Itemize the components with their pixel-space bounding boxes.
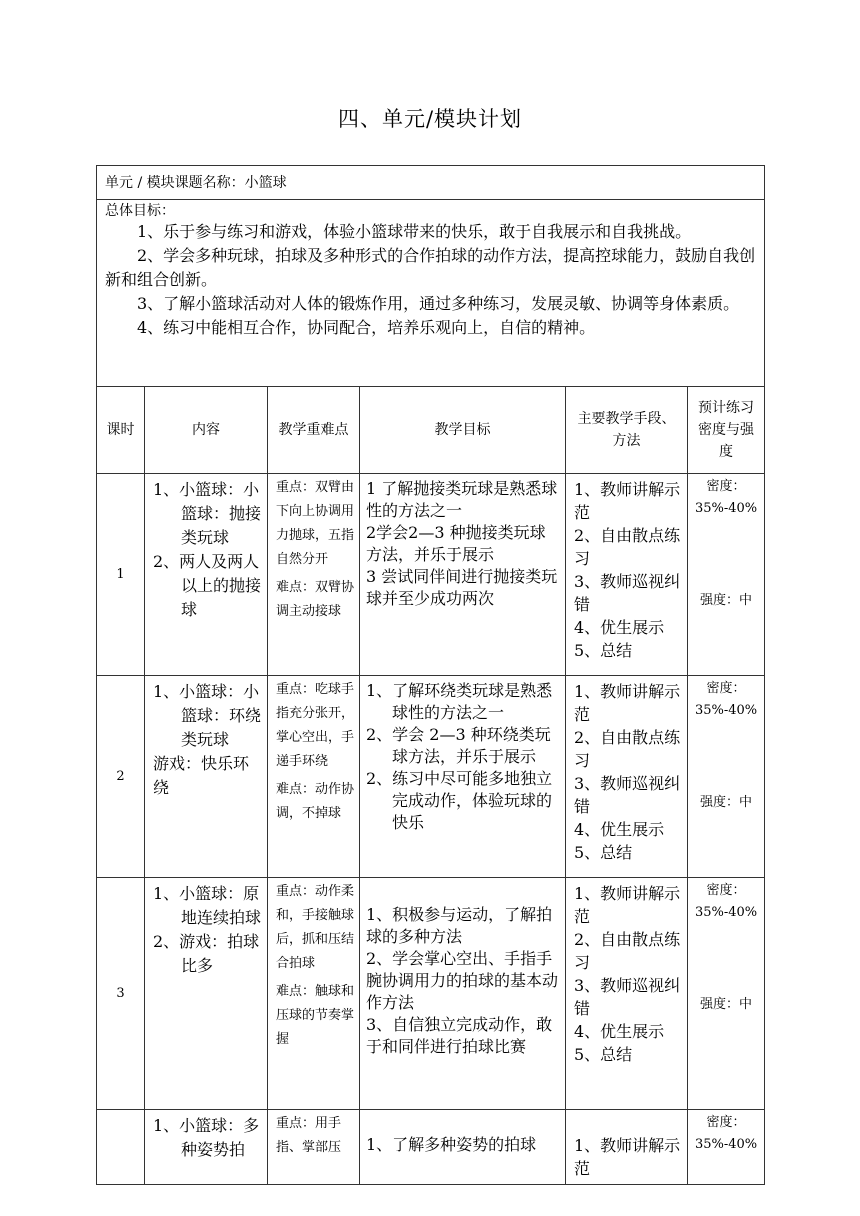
lesson-objectives (360, 676, 566, 878)
table-row (97, 878, 765, 1110)
table-row (97, 1110, 765, 1185)
objective-line: 1、了解环绕类玩球是熟悉球性的方法之一 (366, 681, 553, 722)
header-density: 预计练习密度与强度 (688, 387, 765, 474)
content-line: 1、小篮球：小篮球：抛接类玩球 (153, 480, 262, 547)
density-intensity (688, 474, 765, 676)
method-line: 3、教师巡视纠错 (574, 774, 681, 816)
lesson-objectives (360, 878, 566, 1110)
lesson-number (97, 1110, 145, 1185)
page-title: 四、单元/模块计划 (337, 107, 523, 131)
content-line: 2、游戏：拍球比多 (153, 932, 260, 975)
key-point: 重点：用手指、掌部压 (276, 1116, 342, 1155)
density-value: 密度：35%-40% (694, 681, 758, 718)
key-point: 重点：吃球手指充分张开，掌心空出，手递手环绕 (276, 682, 355, 769)
difficult-point: 难点：动作协调，不掉球 (276, 782, 355, 821)
header-key-points: 教学重难点 (268, 387, 360, 474)
key-point: 重点：双臂由下向上协调用力抛球，五指自然分开 (276, 480, 355, 567)
header-content: 内容 (145, 387, 268, 474)
teaching-methods (566, 1110, 688, 1185)
method-line: 4、优生展示 (574, 820, 665, 839)
teaching-methods (566, 474, 688, 676)
method-line: 3、教师巡视纠错 (574, 976, 681, 1018)
lesson-number: 3 (97, 878, 145, 1110)
density-intensity (688, 1110, 765, 1185)
header-objectives: 教学目标 (360, 387, 566, 474)
method-line: 1、教师讲解示范 (574, 682, 681, 724)
objective-line: 2学会2—3 种抛接类玩球方法，并乐于展示 (366, 523, 546, 564)
density-intensity (688, 676, 765, 878)
content-line: 1、小篮球：小篮球：环绕类玩球 (153, 682, 262, 749)
method-line: 5、总结 (574, 641, 633, 660)
method-line: 5、总结 (574, 1045, 633, 1064)
unit-plan-table (96, 165, 765, 1185)
content-line: 2、两人及两人以上的抛接球 (153, 552, 262, 619)
density-intensity (688, 878, 765, 1110)
goal-item: 2、学会多种玩球，拍球及多种形式的合作拍球的动作方法，提高控球能力，鼓励自我创新和组合创新。 (105, 246, 756, 289)
method-line: 1、教师讲解示范 (574, 1136, 681, 1178)
method-line: 2、自由散点练习 (574, 930, 681, 972)
key-difficult-points (268, 1110, 360, 1185)
density-value: 密度：35%-40% (694, 1115, 758, 1152)
table-row (97, 676, 765, 878)
lesson-content (145, 878, 268, 1110)
objective-line: 2、学会掌心空出、手指手腕协调用力的拍球的基本动作方法 (366, 949, 559, 1012)
objective-line: 1、积极参与运动，了解拍球的多种方法 (366, 905, 553, 946)
content-line: 1、小篮球：原地连续拍球 (153, 884, 262, 927)
content-line: 1、小篮球：多种姿势拍 (153, 1116, 260, 1159)
teaching-methods (566, 878, 688, 1110)
intensity-value: 强度：中 (700, 997, 753, 1012)
density-value: 密度：35%-40% (694, 479, 758, 516)
key-difficult-points (268, 474, 360, 676)
goal-item: 3、了解小篮球活动对人体的锻炼作用，通过多种练习，发展灵敏、协调等身体素质。 (137, 294, 740, 313)
method-line: 2、自由散点练习 (574, 526, 681, 568)
objective-line: 2、学会 2—3 种环绕类玩球方法，并乐于展示 (366, 725, 551, 766)
method-line: 4、优生展示 (574, 618, 665, 637)
table-row (97, 474, 765, 676)
objective-line: 2、练习中尽可能多地独立完成动作，体验玩球的快乐 (366, 769, 553, 832)
objective-line: 1 了解抛接类玩球是熟悉球性的方法之一 (366, 479, 558, 520)
intensity-value: 强度：中 (700, 593, 753, 608)
lesson-content (145, 1110, 268, 1185)
lesson-number: 1 (97, 474, 145, 676)
density-value: 密度：35%-40% (694, 883, 758, 920)
key-difficult-points (268, 676, 360, 878)
table-header-row (97, 387, 765, 474)
key-difficult-points (268, 878, 360, 1110)
method-line: 1、教师讲解示范 (574, 884, 681, 926)
header-methods: 主要教学手段、方法 (566, 387, 688, 474)
lesson-content (145, 676, 268, 878)
header-lesson: 课时 (97, 387, 145, 474)
lesson-content (145, 474, 268, 676)
method-line: 1、教师讲解示范 (574, 480, 681, 522)
unit-name: 单元 / 模块课题名称：小篮球 (97, 166, 765, 200)
difficult-point: 难点：双臂协调主动接球 (276, 580, 355, 619)
content-line: 游戏：快乐环绕 (153, 754, 250, 797)
goals-label: 总体目标： (105, 203, 175, 219)
objective-line: 1、了解多种姿势的拍球 (366, 1135, 537, 1154)
objective-line: 3、自信独立完成动作，敢于和同伴进行拍球比赛 (366, 1015, 553, 1056)
objective-line: 3 尝试同伴间进行抛接类玩球并至少成功两次 (366, 567, 558, 608)
method-line: 4、优生展示 (574, 1022, 665, 1041)
intensity-value: 强度：中 (700, 795, 753, 810)
key-point: 重点：动作柔和，手接触球后，抓和压结合拍球 (276, 884, 355, 971)
goal-item: 4、练习中能相互合作，协同配合，培养乐观向上，自信的精神。 (137, 318, 596, 337)
lesson-objectives (360, 1110, 566, 1185)
goal-item: 1、乐于参与练习和游戏，体验小篮球带来的快乐，敢于自我展示和自我挑战。 (137, 222, 692, 241)
lesson-objectives (360, 474, 566, 676)
lesson-number: 2 (97, 676, 145, 878)
method-line: 2、自由散点练习 (574, 728, 681, 770)
difficult-point: 难点：触球和压球的节奏掌握 (276, 984, 355, 1047)
teaching-methods (566, 676, 688, 878)
method-line: 3、教师巡视纠错 (574, 572, 681, 614)
overall-goals (97, 200, 765, 387)
method-line: 5、总结 (574, 843, 633, 862)
